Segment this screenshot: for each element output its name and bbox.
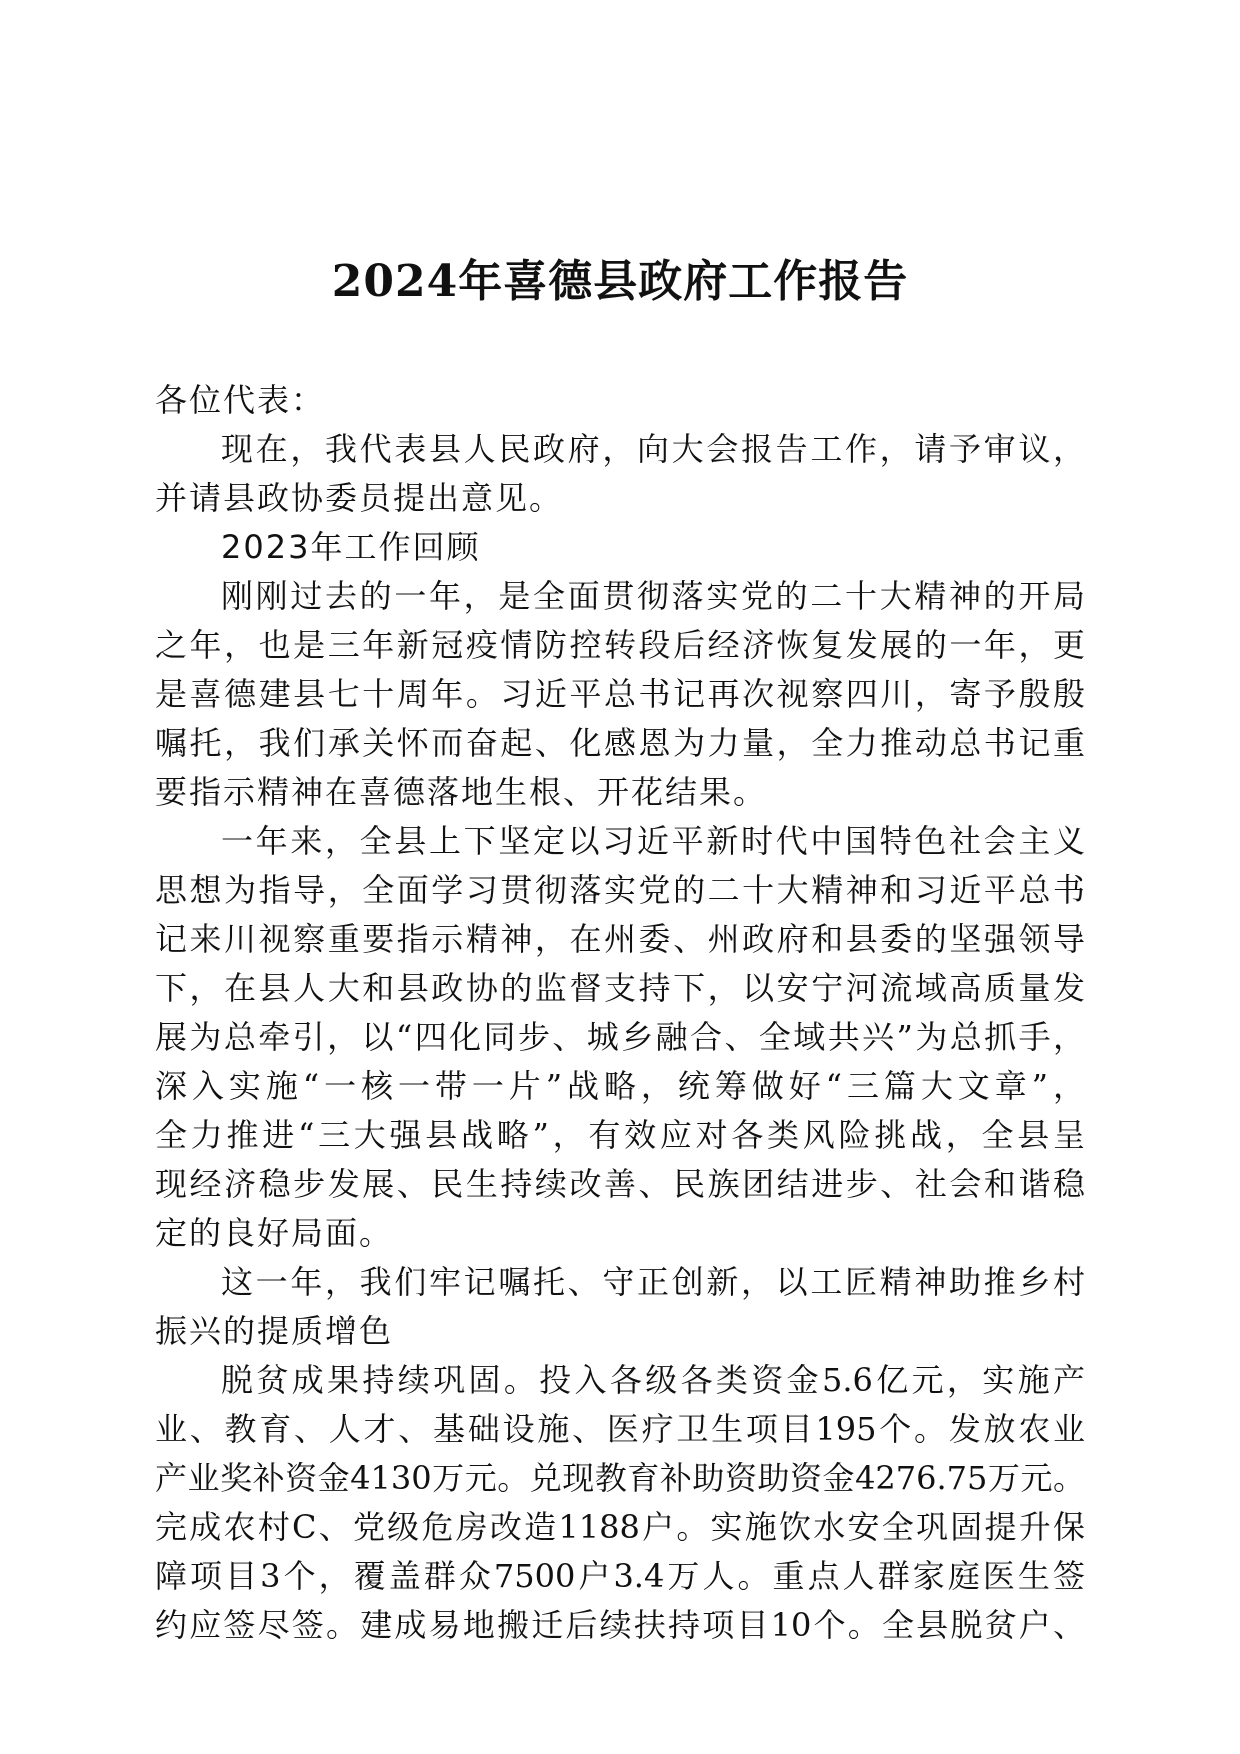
opening-line-1: 现在，我代表县人民政府，向大会报告工作，请予审议， xyxy=(221,430,1085,468)
paragraph-line: 刚刚过去的一年，是全面贯彻落实党的二十大精神的开局 xyxy=(221,577,1085,615)
paragraph-line: 这一年，我们牢记嘱托、守正创新，以工匠精神助推乡村 xyxy=(221,1263,1085,1301)
paragraph-line: 业、教育、人才、基础设施、医疗卫生项目195个。发放农业 xyxy=(155,1410,1085,1448)
paragraph-line: 完成农村C、党级危房改造1188户。实施饮水安全巩固提升保 xyxy=(155,1508,1085,1546)
paragraph-line: 一年来，全县上下坚定以习近平新时代中国特色社会主义 xyxy=(221,822,1085,860)
document-title: 2024年喜德县政府工作报告 xyxy=(331,256,909,307)
paragraph-line: 脱贫成果持续巩固。投入各级各类资金5.6亿元，实施产 xyxy=(221,1361,1085,1399)
salutation: 各位代表： xyxy=(155,381,326,419)
paragraph-line: 之年，也是三年新冠疫情防控转段后经济恢复发展的一年，更 xyxy=(155,626,1085,664)
opening-line-2: 并请县政协委员提出意见。 xyxy=(155,479,564,517)
paragraph-line: 深入实施“一核一带一片”战略，统筹做好“三篇大文章”， xyxy=(155,1067,1085,1105)
paragraph-line: 现经济稳步发展、民生持续改善、民族团结进步、社会和谐稳 xyxy=(155,1165,1085,1203)
paragraph-line: 展为总牵引，以“四化同步、城乡融合、全域共兴”为总抓手， xyxy=(155,1018,1085,1056)
paragraph-line: 产业奖补资金4130万元。兑现教育补助资助资金4276.75万元。 xyxy=(155,1459,1085,1497)
paragraph-line: 障项目3个，覆盖群众7500户3.4万人。重点人群家庭医生签 xyxy=(155,1557,1085,1595)
paragraph-line: 振兴的提质增色 xyxy=(155,1312,394,1350)
paragraph-line: 思想为指导，全面学习贯彻落实党的二十大精神和习近平总书 xyxy=(155,871,1085,909)
paragraph-line: 下，在县人大和县政协的监督支持下，以安宁河流域高质量发 xyxy=(155,969,1085,1007)
paragraph-line: 定的良好局面。 xyxy=(155,1214,394,1252)
document-body xyxy=(155,376,1085,1650)
paragraph-line: 记来川视察重要指示精神，在州委、州政府和县委的坚强领导 xyxy=(155,920,1085,958)
paragraph-line: 全力推进“三大强县战略”，有效应对各类风险挑战，全县呈 xyxy=(155,1116,1085,1154)
paragraph-line: 嘱托，我们承关怀而奋起、化感恩为力量，全力推动总书记重 xyxy=(155,724,1085,762)
paragraph-line: 约应签尽签。建成易地搬迁后续扶持项目10个。全县脱贫户、 xyxy=(155,1606,1085,1644)
paragraph-line: 要指示精神在喜德落地生根、开花结果。 xyxy=(155,773,768,811)
section-heading: 2023年工作回顾 xyxy=(221,528,481,566)
paragraph-line: 是喜德建县七十周年。习近平总书记再次视察四川，寄予殷殷 xyxy=(155,675,1085,713)
